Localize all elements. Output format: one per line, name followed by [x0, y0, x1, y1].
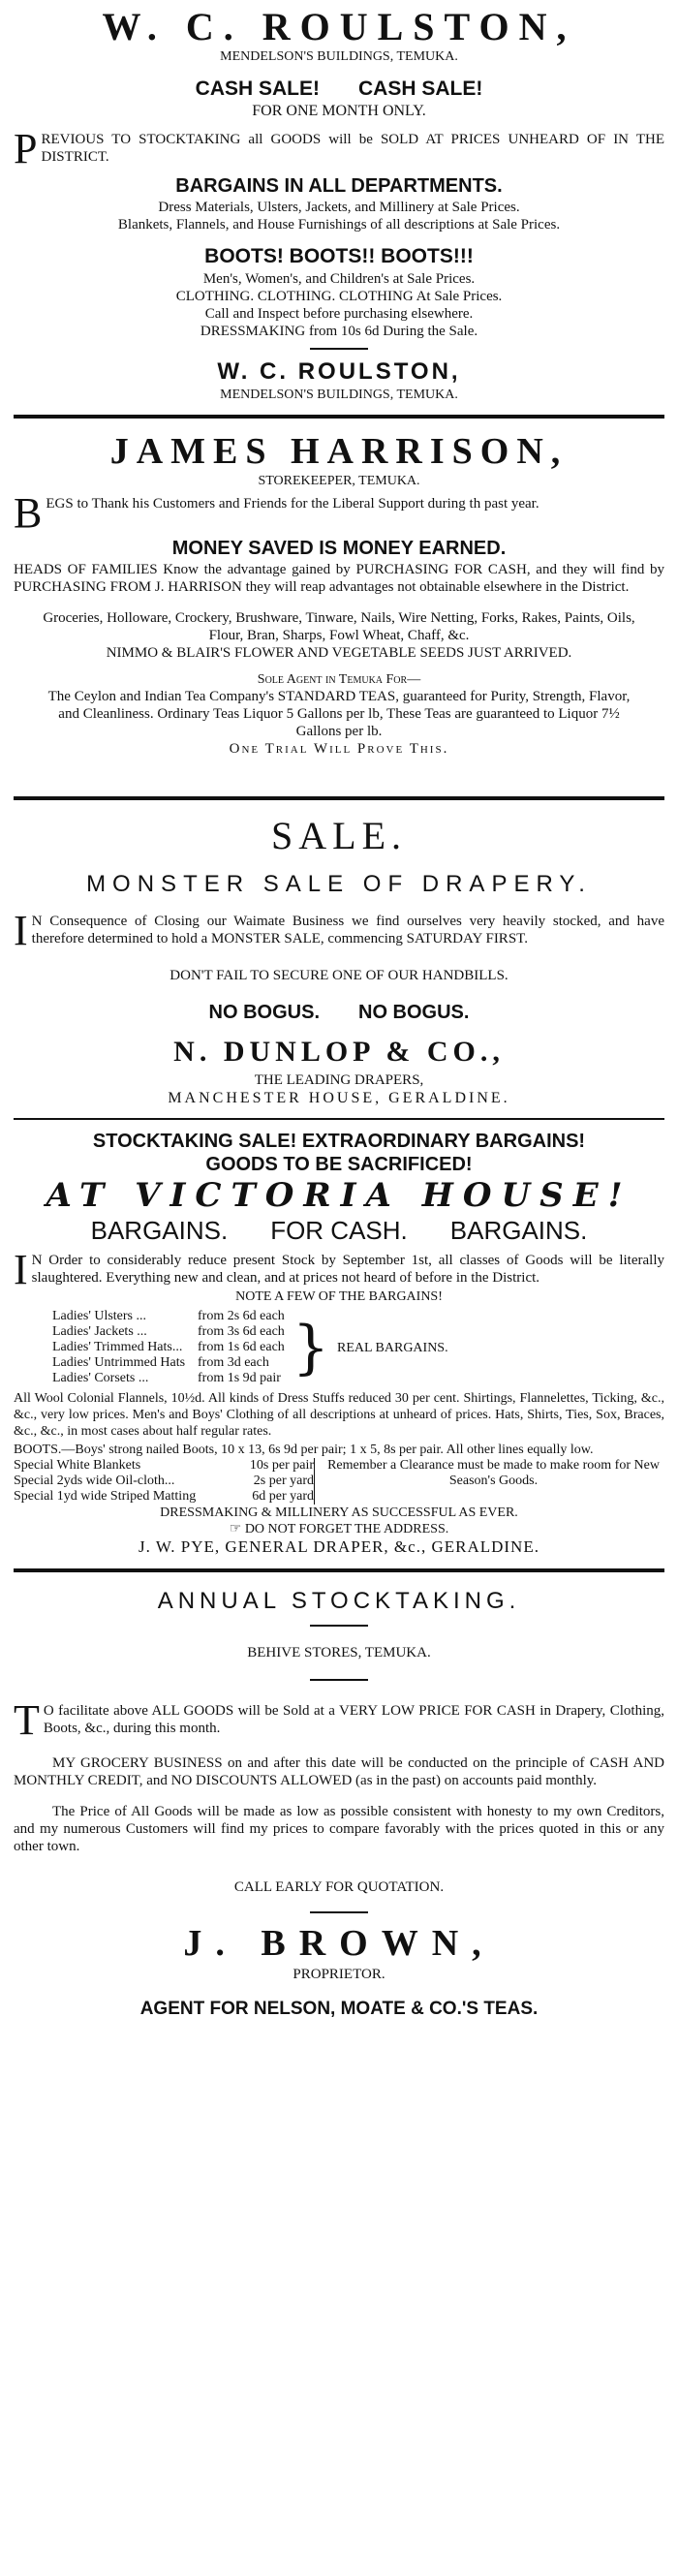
divider [310, 348, 368, 350]
harrison-goods: Groceries, Holloware, Crockery, Brushware, Tinware, Nails, Wire Netting, Forks, Rakes, Paints, Oils, [43, 610, 635, 626]
pye-name: J. W. PYE, GENERAL DRAPER, &c., GERALDINE. [139, 1537, 539, 1556]
pye-remember: Remember a Clearance must be made to make room for New Season's Goods. [314, 1458, 664, 1505]
dunlop-address: MANCHESTER HOUSE, GERALDINE. [168, 1090, 510, 1106]
harrison-intro-text: EGS to Thank his Customers and Friends for the Liberal Support during th past year. [46, 496, 539, 512]
newspaper-page [14, 0, 664, 2022]
roulston-name-top: W. C. ROULSTON, [102, 5, 576, 48]
dunlop-ad [14, 812, 664, 1108]
brown-price: The Price of All Goods will be made as low as possible consistent with honesty to my own Creditors, and my numerous Customers will find my prices to compare favorably with the prices quoted in this or any other town. [14, 1804, 664, 1854]
list-item: Ladies' Ulsters ... from 2s 6d each [52, 1309, 285, 1323]
brown-intro [14, 1696, 664, 1744]
harrison-intro [14, 489, 664, 537]
dunlop-sale: SALE. [271, 814, 407, 857]
no-bogus-2: NO BOGUS. [358, 1002, 470, 1023]
no-bogus-1: NO BOGUS. [208, 1002, 320, 1023]
section-divider [14, 796, 664, 800]
pye-ad [14, 1130, 664, 1557]
dunlop-leading: THE LEADING DRAPERS, [254, 1072, 424, 1088]
harrison-seeds: NIMMO & BLAIR'S FLOWER AND VEGETABLE SEEDS JUST ARRIVED. [106, 645, 572, 661]
harrison-trial: One Trial Will Prove This. [229, 741, 449, 757]
pye-sacrificed: GOODS TO BE SACRIFICED! [205, 1154, 473, 1175]
harrison-agent: Sole Agent in Temuka For— [257, 672, 421, 687]
harrison-dropcap: B [14, 489, 43, 537]
dunlop-dropcap: I [14, 907, 28, 954]
roulston-bargains: BARGAINS IN ALL DEPARTMENTS. [175, 175, 503, 197]
roulston-boots-line: Men's, Women's, and Children's at Sale Prices. [202, 271, 476, 287]
pye-stocktaking: STOCKTAKING SALE! EXTRAORDINARY BARGAINS! [92, 1131, 586, 1152]
harrison-slogan: MONEY SAVED IS MONEY EARNED. [171, 538, 507, 559]
section-divider [14, 1568, 664, 1572]
roulston-intro-text: REVIOUS TO STOCKTAKING all GOODS will be SOLD AT PRICES UNHEARD OF IN THE DISTRICT. [41, 132, 664, 165]
pye-intro [14, 1246, 664, 1293]
pye-dropcap: I [14, 1246, 28, 1293]
bargains-3: BARGAINS. [449, 1216, 588, 1245]
pye-real: REAL BARGAINS. [337, 1340, 448, 1355]
pye-note: NOTE A FEW OF THE BARGAINS! [235, 1289, 443, 1304]
roulston-name-bottom: W. C. ROULSTON, [217, 358, 461, 385]
roulston-call: Call and Inspect before purchasing elsewhere. [204, 306, 474, 322]
list-item: Ladies' Jackets ... from 3s 6d each [52, 1324, 285, 1339]
pye-address-note: ☞ DO NOT FORGET THE ADDRESS. [229, 1522, 449, 1536]
list-item: Special 2yds wide Oil-cloth... 2s per yard [14, 1474, 314, 1488]
section-divider [14, 415, 664, 419]
divider [310, 1625, 368, 1627]
harrison-title: STOREKEEPER, TEMUKA. [258, 474, 420, 488]
brown-agent: AGENT FOR NELSON, MOATE & CO.'S TEAS. [139, 1999, 539, 2019]
roulston-line2: Blankets, Flannels, and House Furnishings of all descriptions at Sale Prices. [117, 217, 561, 233]
roulston-intro [14, 125, 664, 172]
bargains-1: BARGAINS. [90, 1216, 229, 1245]
brown-name: J. BROWN, [183, 1923, 495, 1964]
brown-call: CALL EARLY FOR QUOTATION. [233, 1879, 445, 1895]
pye-boots: BOOTS.—Boys' strong nailed Boots, 10 x 13, 6s 9d per pair; 1 x 5, 8s per pair. All other lines equally low. [14, 1443, 594, 1457]
cash-sale-1: CASH SALE! [195, 78, 320, 100]
roulston-dressmaking: DRESSMAKING from 10s 6d During the Sale. [200, 324, 478, 339]
brown-proprietor: PROPRIETOR. [293, 1967, 385, 1982]
harrison-teas: The Ceylon and Indian Tea Company's STANDARD TEAS, guaranteed for Purity, Strength, Flavor, and Cleanliness. Ordinary Teas Liquor 5 Gallons per lb, These Teas are guaranteed to Liquor 7½ Gallons per lb. [47, 689, 631, 739]
roulston-address-top: MENDELSON'S BUILDINGS, TEMUKA. [220, 49, 458, 64]
roulston-duration: FOR ONE MONTH ONLY. [252, 103, 426, 119]
roulston-line1: Dress Materials, Ulsters, Jackets, and Millinery at Sale Prices. [158, 200, 520, 215]
pye-bargain-list [52, 1309, 664, 1386]
harrison-name: JAMES HARRISON, [109, 431, 569, 472]
section-divider [14, 1118, 664, 1120]
pye-flannels: All Wool Colonial Flannels, 10½d. All kinds of Dress Stuffs reduced 30 per cent. Shirtings, Flannelettes, Ticking, &c., &c., very low prices. Men's and Boys' Clothing of all descriptions at unheard of prices. Hats, Shirts, Ties, Sox, Braces, &c., &c., in most cases about half regular rates. [14, 1391, 664, 1439]
roulston-address-bottom: MENDELSON'S BUILDINGS, TEMUKA. [220, 388, 458, 402]
list-item: Ladies' Trimmed Hats... from 1s 6d each [52, 1340, 285, 1354]
brown-intro-text: O facilitate above ALL GOODS will be Sold at a VERY LOW PRICE FOR CASH in Drapery, Clothing, Boots, &c., during this month. [43, 1703, 664, 1736]
brace: } [292, 1314, 329, 1381]
list-item: Special 1yd wide Striped Matting 6d per yard [14, 1489, 314, 1504]
list-item: Ladies' Untrimmed Hats from 3d each [52, 1355, 269, 1370]
roulston-dropcap: P [14, 125, 38, 172]
dunlop-handbills: DON'T FAIL TO SECURE ONE OF OUR HANDBILLS. [170, 968, 508, 983]
divider [310, 1679, 368, 1681]
pye-specials [14, 1458, 664, 1505]
brown-stores: BEHIVE STORES, TEMUKA. [247, 1645, 431, 1660]
roulston-boots: BOOTS! BOOTS!! BOOTS!!! [204, 245, 474, 267]
dunlop-intro-text: N Consequence of Closing our Waimate Business we find ourselves very heavily stocked, and have therefore determined to hold a MONSTER SALE, commencing SATURDAY FIRST. [31, 914, 664, 947]
list-item: Special White Blankets 10s per pair [14, 1458, 314, 1473]
pye-dressmaking: DRESSMAKING & MILLINERY AS SUCCESSFUL AS EVER. [160, 1505, 518, 1520]
roulston-ad [14, 6, 664, 403]
dunlop-intro [14, 907, 664, 954]
roulston-clothing: CLOTHING. CLOTHING. CLOTHING At Sale Prices. [175, 289, 503, 304]
pye-victoria: AT VICTORIA HOUSE! [46, 1176, 632, 1215]
list-item: Ladies' Corsets ... from 1s 9d pair [52, 1371, 281, 1385]
bargains-2: FOR CASH. [270, 1216, 408, 1245]
dunlop-monster: MONSTER SALE OF DRAPERY. [86, 871, 592, 897]
brown-grocery: MY GROCERY BUSINESS on and after this date will be conducted on the principle of CASH AND MONTHLY CREDIT, and NO DISCOUNTS ALLOWED (as in the past) on accounts paid monthly. [14, 1755, 664, 1788]
divider [310, 1911, 368, 1913]
harrison-flour: Flour, Bran, Sharps, Fowl Wheat, Chaff, &c. [208, 628, 470, 643]
brown-dropcap: T [14, 1696, 40, 1744]
harrison-heads: HEADS OF FAMILIES Know the advantage gained by PURCHASING FOR CASH, and they will find by PURCHASING FROM J. HARRISON they will reap advantages not obtainable elsewhere in the District. [14, 562, 664, 595]
brown-annual: ANNUAL STOCKTAKING. [157, 1588, 521, 1614]
cash-sale-2: CASH SALE! [358, 78, 483, 100]
dunlop-name: N. DUNLOP & CO., [173, 1036, 505, 1068]
brown-ad [14, 1586, 664, 2022]
pye-intro-text: N Order to considerably reduce present Stock by September 1st, all classes of Goods will be literally slaughtered. Everything new and clean, and at prices not heard of before in the District. [31, 1253, 664, 1286]
harrison-ad [14, 430, 664, 758]
